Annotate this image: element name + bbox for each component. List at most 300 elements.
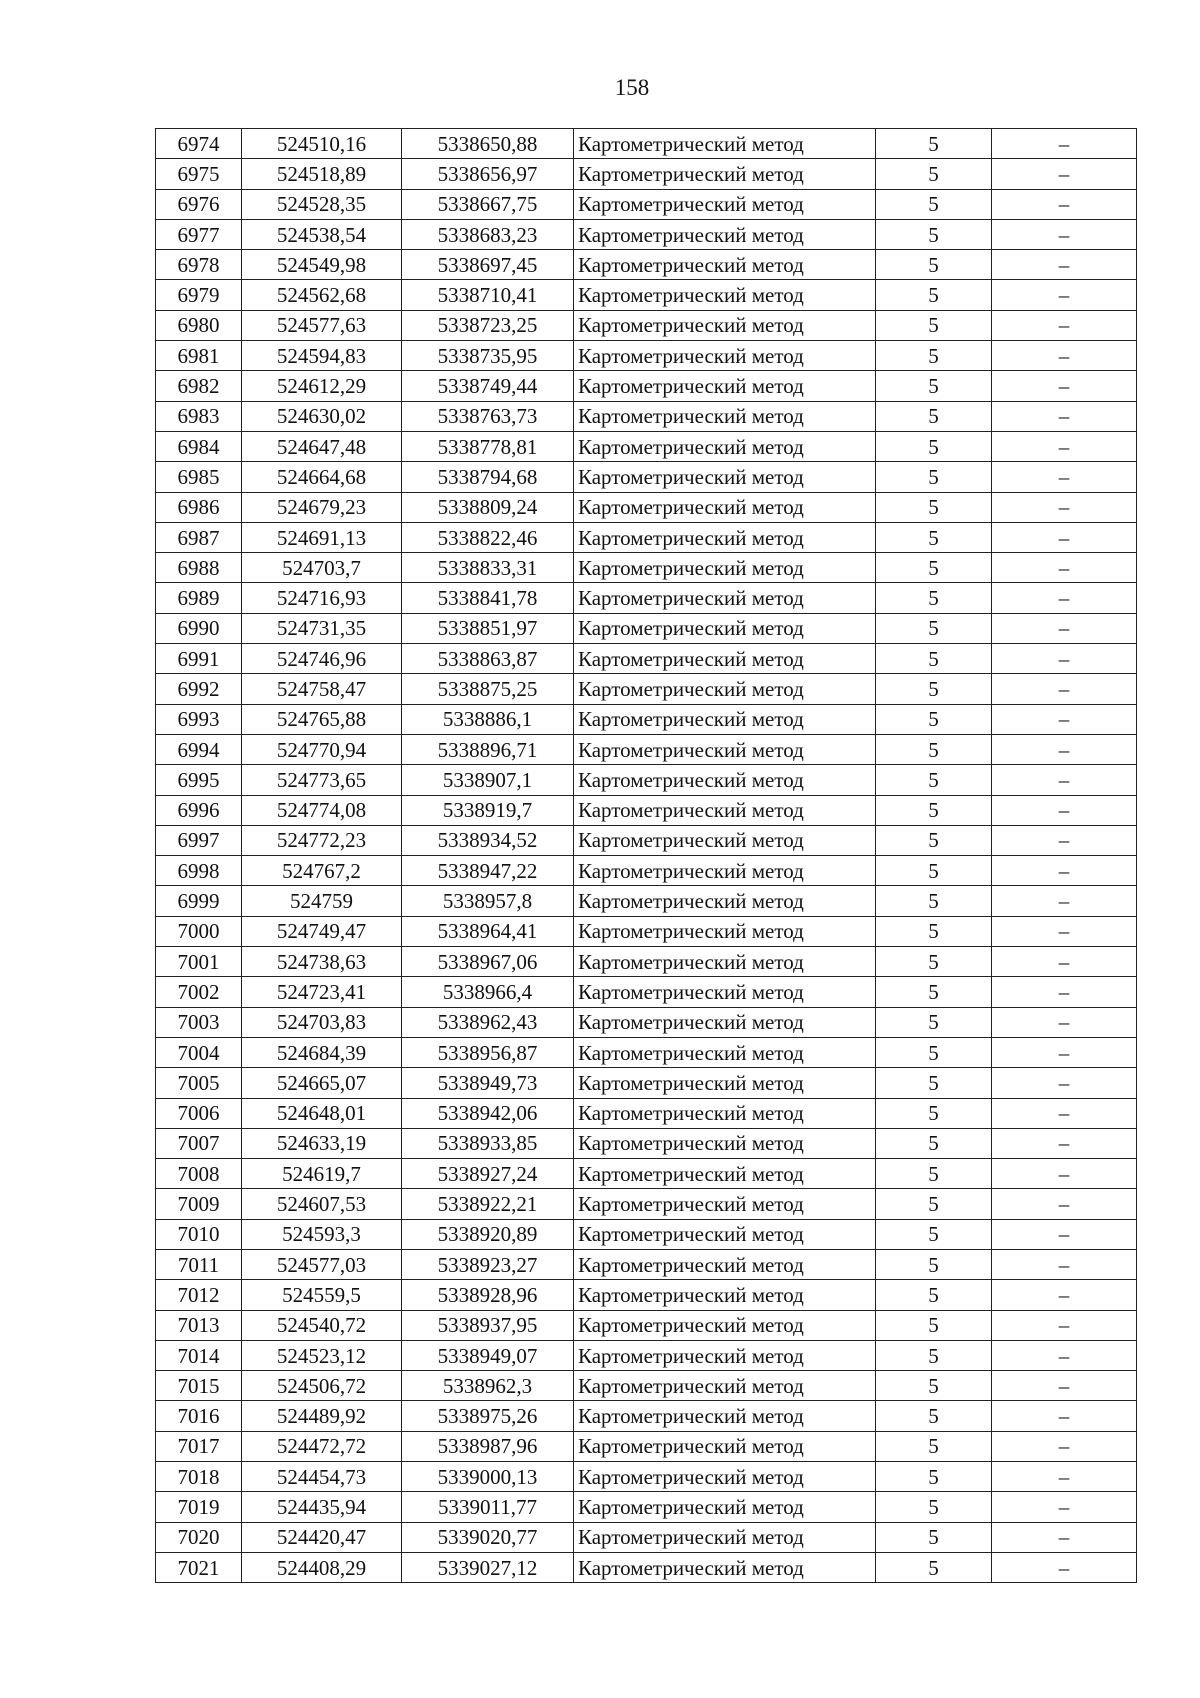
method-cell: Картометрический метод — [574, 795, 876, 825]
method-cell: Картометрический метод — [574, 280, 876, 310]
method-cell: Картометрический метод — [574, 1492, 876, 1522]
page-number: 158 — [614, 75, 650, 100]
x-coordinate-cell: 524772,23 — [242, 825, 402, 855]
x-coordinate-cell: 524472,72 — [242, 1431, 402, 1461]
description-cell: – — [992, 1037, 1137, 1067]
y-coordinate-cell: 5339020,77 — [402, 1522, 574, 1552]
x-coordinate-cell: 524528,35 — [242, 189, 402, 219]
method-cell: Картометрический метод — [574, 583, 876, 613]
x-coordinate-cell: 524703,7 — [242, 553, 402, 583]
y-coordinate-cell: 5338962,43 — [402, 1007, 574, 1037]
description-cell: – — [992, 431, 1137, 461]
point-number-cell: 6982 — [156, 371, 242, 401]
description-cell: – — [992, 1280, 1137, 1310]
method-cell: Картометрический метод — [574, 553, 876, 583]
table-row — [156, 1189, 1137, 1219]
method-cell: Картометрический метод — [574, 977, 876, 1007]
method-cell: Картометрический метод — [574, 734, 876, 764]
method-cell: Картометрический метод — [574, 1159, 876, 1189]
accuracy-cell: 5 — [876, 1522, 992, 1552]
description-cell: – — [992, 129, 1137, 159]
y-coordinate-cell: 5338763,73 — [402, 401, 574, 431]
x-coordinate-cell: 524738,63 — [242, 947, 402, 977]
y-coordinate-cell: 5339000,13 — [402, 1462, 574, 1492]
point-number-cell: 6986 — [156, 492, 242, 522]
point-number-cell: 6992 — [156, 674, 242, 704]
point-number-cell: 6998 — [156, 856, 242, 886]
method-cell: Картометрический метод — [574, 1128, 876, 1158]
point-number-cell: 6984 — [156, 431, 242, 461]
point-number-cell: 6976 — [156, 189, 242, 219]
accuracy-cell: 5 — [876, 1280, 992, 1310]
x-coordinate-cell: 524540,72 — [242, 1310, 402, 1340]
x-coordinate-cell: 524647,48 — [242, 431, 402, 461]
accuracy-cell: 5 — [876, 431, 992, 461]
table-row — [156, 1128, 1137, 1158]
method-cell: Картометрический метод — [574, 431, 876, 461]
y-coordinate-cell: 5338778,81 — [402, 431, 574, 461]
accuracy-cell: 5 — [876, 310, 992, 340]
point-number-cell: 7000 — [156, 916, 242, 946]
accuracy-cell: 5 — [876, 189, 992, 219]
accuracy-cell: 5 — [876, 1098, 992, 1128]
x-coordinate-cell: 524759 — [242, 886, 402, 916]
method-cell: Картометрический метод — [574, 219, 876, 249]
point-number-cell: 6997 — [156, 825, 242, 855]
accuracy-cell: 5 — [876, 401, 992, 431]
x-coordinate-cell: 524770,94 — [242, 734, 402, 764]
description-cell: – — [992, 401, 1137, 431]
table-row — [156, 644, 1137, 674]
accuracy-cell: 5 — [876, 250, 992, 280]
point-number-cell: 7015 — [156, 1371, 242, 1401]
y-coordinate-cell: 5338949,73 — [402, 1068, 574, 1098]
accuracy-cell: 5 — [876, 1310, 992, 1340]
accuracy-cell: 5 — [876, 795, 992, 825]
description-cell: – — [992, 1068, 1137, 1098]
x-coordinate-cell: 524664,68 — [242, 462, 402, 492]
x-coordinate-cell: 524619,7 — [242, 1159, 402, 1189]
y-coordinate-cell: 5338841,78 — [402, 583, 574, 613]
point-number-cell: 6985 — [156, 462, 242, 492]
method-cell: Картометрический метод — [574, 1280, 876, 1310]
table-row — [156, 1280, 1137, 1310]
point-number-cell: 6988 — [156, 553, 242, 583]
point-number-cell: 7007 — [156, 1128, 242, 1158]
y-coordinate-cell: 5338683,23 — [402, 219, 574, 249]
method-cell: Картометрический метод — [574, 462, 876, 492]
description-cell: – — [992, 1249, 1137, 1279]
method-cell: Картометрический метод — [574, 250, 876, 280]
description-cell: – — [992, 1219, 1137, 1249]
x-coordinate-cell: 524538,54 — [242, 219, 402, 249]
point-number-cell: 7005 — [156, 1068, 242, 1098]
x-coordinate-cell: 524549,98 — [242, 250, 402, 280]
table-row — [156, 492, 1137, 522]
table-row — [156, 1462, 1137, 1492]
y-coordinate-cell: 5338907,1 — [402, 765, 574, 795]
method-cell: Картометрический метод — [574, 704, 876, 734]
method-cell: Картометрический метод — [574, 674, 876, 704]
y-coordinate-cell: 5338863,87 — [402, 644, 574, 674]
method-cell: Картометрический метод — [574, 825, 876, 855]
table-row — [156, 583, 1137, 613]
method-cell: Картометрический метод — [574, 189, 876, 219]
method-cell: Картометрический метод — [574, 1371, 876, 1401]
point-number-cell: 6975 — [156, 159, 242, 189]
accuracy-cell: 5 — [876, 734, 992, 764]
table-row — [156, 129, 1137, 159]
table-row — [156, 825, 1137, 855]
method-cell: Картометрический метод — [574, 1340, 876, 1370]
accuracy-cell: 5 — [876, 522, 992, 552]
description-cell: – — [992, 1552, 1137, 1582]
accuracy-cell: 5 — [876, 1340, 992, 1370]
coordinates-table — [155, 128, 1137, 1583]
y-coordinate-cell: 5338822,46 — [402, 522, 574, 552]
accuracy-cell: 5 — [876, 1249, 992, 1279]
accuracy-cell: 5 — [876, 1371, 992, 1401]
x-coordinate-cell: 524612,29 — [242, 371, 402, 401]
y-coordinate-cell: 5338710,41 — [402, 280, 574, 310]
point-number-cell: 7018 — [156, 1462, 242, 1492]
description-cell: – — [992, 734, 1137, 764]
table-row — [156, 401, 1137, 431]
method-cell: Картометрический метод — [574, 522, 876, 552]
point-number-cell: 7016 — [156, 1401, 242, 1431]
point-number-cell: 6999 — [156, 886, 242, 916]
method-cell: Картометрический метод — [574, 159, 876, 189]
y-coordinate-cell: 5338735,95 — [402, 341, 574, 371]
accuracy-cell: 5 — [876, 1037, 992, 1067]
description-cell: – — [992, 856, 1137, 886]
y-coordinate-cell: 5339027,12 — [402, 1552, 574, 1582]
description-cell: – — [992, 886, 1137, 916]
accuracy-cell: 5 — [876, 947, 992, 977]
description-cell: – — [992, 553, 1137, 583]
description-cell: – — [992, 1522, 1137, 1552]
x-coordinate-cell: 524684,39 — [242, 1037, 402, 1067]
description-cell: – — [992, 189, 1137, 219]
y-coordinate-cell: 5338942,06 — [402, 1098, 574, 1128]
y-coordinate-cell: 5338947,22 — [402, 856, 574, 886]
accuracy-cell: 5 — [876, 1128, 992, 1158]
point-number-cell: 7011 — [156, 1249, 242, 1279]
table-row — [156, 1310, 1137, 1340]
point-number-cell: 7010 — [156, 1219, 242, 1249]
table-row — [156, 1522, 1137, 1552]
method-cell: Картометрический метод — [574, 310, 876, 340]
point-number-cell: 7006 — [156, 1098, 242, 1128]
x-coordinate-cell: 524562,68 — [242, 280, 402, 310]
description-cell: – — [992, 1098, 1137, 1128]
y-coordinate-cell: 5338851,97 — [402, 613, 574, 643]
accuracy-cell: 5 — [876, 644, 992, 674]
table-row — [156, 1007, 1137, 1037]
table-row — [156, 310, 1137, 340]
point-number-cell: 6995 — [156, 765, 242, 795]
description-cell: – — [992, 1340, 1137, 1370]
x-coordinate-cell: 524594,83 — [242, 341, 402, 371]
description-cell: – — [992, 644, 1137, 674]
table-row — [156, 977, 1137, 1007]
table-row — [156, 1249, 1137, 1279]
method-cell: Картометрический метод — [574, 1522, 876, 1552]
description-cell: – — [992, 947, 1137, 977]
method-cell: Картометрический метод — [574, 1552, 876, 1582]
x-coordinate-cell: 524679,23 — [242, 492, 402, 522]
x-coordinate-cell: 524723,41 — [242, 977, 402, 1007]
x-coordinate-cell: 524506,72 — [242, 1371, 402, 1401]
table-row — [156, 1371, 1137, 1401]
table-row — [156, 553, 1137, 583]
accuracy-cell: 5 — [876, 492, 992, 522]
description-cell: – — [992, 613, 1137, 643]
table-row — [156, 1159, 1137, 1189]
accuracy-cell: 5 — [876, 1552, 992, 1582]
x-coordinate-cell: 524648,01 — [242, 1098, 402, 1128]
table-row — [156, 219, 1137, 249]
x-coordinate-cell: 524665,07 — [242, 1068, 402, 1098]
method-cell: Картометрический метод — [574, 856, 876, 886]
point-number-cell: 6993 — [156, 704, 242, 734]
accuracy-cell: 5 — [876, 1007, 992, 1037]
y-coordinate-cell: 5338987,96 — [402, 1431, 574, 1461]
description-cell: – — [992, 1159, 1137, 1189]
y-coordinate-cell: 5338928,96 — [402, 1280, 574, 1310]
accuracy-cell: 5 — [876, 613, 992, 643]
table-row — [156, 189, 1137, 219]
description-cell: – — [992, 1431, 1137, 1461]
y-coordinate-cell: 5338896,71 — [402, 734, 574, 764]
table-row — [156, 734, 1137, 764]
accuracy-cell: 5 — [876, 371, 992, 401]
description-cell: – — [992, 250, 1137, 280]
point-number-cell: 6980 — [156, 310, 242, 340]
table-row — [156, 1340, 1137, 1370]
x-coordinate-cell: 524703,83 — [242, 1007, 402, 1037]
y-coordinate-cell: 5338975,26 — [402, 1401, 574, 1431]
table-row — [156, 1098, 1137, 1128]
point-number-cell: 7013 — [156, 1310, 242, 1340]
method-cell: Картометрический метод — [574, 129, 876, 159]
accuracy-cell: 5 — [876, 159, 992, 189]
y-coordinate-cell: 5338927,24 — [402, 1159, 574, 1189]
y-coordinate-cell: 5338937,95 — [402, 1310, 574, 1340]
y-coordinate-cell: 5338934,52 — [402, 825, 574, 855]
x-coordinate-cell: 524633,19 — [242, 1128, 402, 1158]
x-coordinate-cell: 524523,12 — [242, 1340, 402, 1370]
accuracy-cell: 5 — [876, 916, 992, 946]
description-cell: – — [992, 825, 1137, 855]
point-number-cell: 6981 — [156, 341, 242, 371]
y-coordinate-cell: 5338697,45 — [402, 250, 574, 280]
description-cell: – — [992, 159, 1137, 189]
table-row — [156, 1068, 1137, 1098]
x-coordinate-cell: 524518,89 — [242, 159, 402, 189]
accuracy-cell: 5 — [876, 1401, 992, 1431]
point-number-cell: 6989 — [156, 583, 242, 613]
x-coordinate-cell: 524731,35 — [242, 613, 402, 643]
method-cell: Картометрический метод — [574, 1310, 876, 1340]
y-coordinate-cell: 5339011,77 — [402, 1492, 574, 1522]
table-row — [156, 613, 1137, 643]
y-coordinate-cell: 5338920,89 — [402, 1219, 574, 1249]
x-coordinate-cell: 524577,63 — [242, 310, 402, 340]
method-cell: Картометрический метод — [574, 1189, 876, 1219]
point-number-cell: 7002 — [156, 977, 242, 1007]
x-coordinate-cell: 524765,88 — [242, 704, 402, 734]
y-coordinate-cell: 5338809,24 — [402, 492, 574, 522]
point-number-cell: 7021 — [156, 1552, 242, 1582]
table-row — [156, 1401, 1137, 1431]
description-cell: – — [992, 977, 1137, 1007]
y-coordinate-cell: 5338833,31 — [402, 553, 574, 583]
accuracy-cell: 5 — [876, 219, 992, 249]
accuracy-cell: 5 — [876, 704, 992, 734]
table-row — [156, 250, 1137, 280]
x-coordinate-cell: 524489,92 — [242, 1401, 402, 1431]
accuracy-cell: 5 — [876, 1159, 992, 1189]
point-number-cell: 6990 — [156, 613, 242, 643]
method-cell: Картометрический метод — [574, 613, 876, 643]
description-cell: – — [992, 1401, 1137, 1431]
description-cell: – — [992, 280, 1137, 310]
point-number-cell: 7008 — [156, 1159, 242, 1189]
x-coordinate-cell: 524559,5 — [242, 1280, 402, 1310]
accuracy-cell: 5 — [876, 886, 992, 916]
table-row — [156, 159, 1137, 189]
x-coordinate-cell: 524773,65 — [242, 765, 402, 795]
description-cell: – — [992, 1310, 1137, 1340]
accuracy-cell: 5 — [876, 1492, 992, 1522]
table-row — [156, 704, 1137, 734]
method-cell: Картометрический метод — [574, 1098, 876, 1128]
accuracy-cell: 5 — [876, 462, 992, 492]
x-coordinate-cell: 524593,3 — [242, 1219, 402, 1249]
method-cell: Картометрический метод — [574, 1068, 876, 1098]
accuracy-cell: 5 — [876, 341, 992, 371]
method-cell: Картометрический метод — [574, 1037, 876, 1067]
y-coordinate-cell: 5338749,44 — [402, 371, 574, 401]
y-coordinate-cell: 5338966,4 — [402, 977, 574, 1007]
description-cell: – — [992, 371, 1137, 401]
y-coordinate-cell: 5338667,75 — [402, 189, 574, 219]
method-cell: Картометрический метод — [574, 341, 876, 371]
table-row — [156, 1219, 1137, 1249]
description-cell: – — [992, 341, 1137, 371]
accuracy-cell: 5 — [876, 825, 992, 855]
x-coordinate-cell: 524408,29 — [242, 1552, 402, 1582]
coordinates-table-body — [156, 129, 1137, 1583]
y-coordinate-cell: 5338967,06 — [402, 947, 574, 977]
x-coordinate-cell: 524435,94 — [242, 1492, 402, 1522]
accuracy-cell: 5 — [876, 280, 992, 310]
description-cell: – — [992, 795, 1137, 825]
description-cell: – — [992, 1371, 1137, 1401]
point-number-cell: 6977 — [156, 219, 242, 249]
y-coordinate-cell: 5338957,8 — [402, 886, 574, 916]
point-number-cell: 7003 — [156, 1007, 242, 1037]
y-coordinate-cell: 5338875,25 — [402, 674, 574, 704]
x-coordinate-cell: 524716,93 — [242, 583, 402, 613]
table-row — [156, 765, 1137, 795]
accuracy-cell: 5 — [876, 674, 992, 704]
point-number-cell: 7020 — [156, 1522, 242, 1552]
x-coordinate-cell: 524510,16 — [242, 129, 402, 159]
point-number-cell: 7019 — [156, 1492, 242, 1522]
x-coordinate-cell: 524454,73 — [242, 1462, 402, 1492]
x-coordinate-cell: 524607,53 — [242, 1189, 402, 1219]
method-cell: Картометрический метод — [574, 1219, 876, 1249]
method-cell: Картометрический метод — [574, 644, 876, 674]
point-number-cell: 6983 — [156, 401, 242, 431]
point-number-cell: 7004 — [156, 1037, 242, 1067]
point-number-cell: 7014 — [156, 1340, 242, 1370]
method-cell: Картометрический метод — [574, 886, 876, 916]
description-cell: – — [992, 462, 1137, 492]
x-coordinate-cell: 524577,03 — [242, 1249, 402, 1279]
y-coordinate-cell: 5338933,85 — [402, 1128, 574, 1158]
method-cell: Картометрический метод — [574, 401, 876, 431]
y-coordinate-cell: 5338923,27 — [402, 1249, 574, 1279]
method-cell: Картометрический метод — [574, 1401, 876, 1431]
table-row — [156, 674, 1137, 704]
description-cell: – — [992, 522, 1137, 552]
table-row — [156, 916, 1137, 946]
description-cell: – — [992, 765, 1137, 795]
method-cell: Картометрический метод — [574, 371, 876, 401]
point-number-cell: 6974 — [156, 129, 242, 159]
method-cell: Картометрический метод — [574, 1249, 876, 1279]
table-row — [156, 856, 1137, 886]
x-coordinate-cell: 524746,96 — [242, 644, 402, 674]
description-cell: – — [992, 1189, 1137, 1219]
accuracy-cell: 5 — [876, 856, 992, 886]
accuracy-cell: 5 — [876, 1068, 992, 1098]
x-coordinate-cell: 524758,47 — [242, 674, 402, 704]
y-coordinate-cell: 5338964,41 — [402, 916, 574, 946]
x-coordinate-cell: 524691,13 — [242, 522, 402, 552]
method-cell: Картометрический метод — [574, 765, 876, 795]
description-cell: – — [992, 674, 1137, 704]
table-row — [156, 947, 1137, 977]
y-coordinate-cell: 5338922,21 — [402, 1189, 574, 1219]
point-number-cell: 6979 — [156, 280, 242, 310]
table-row — [156, 280, 1137, 310]
description-cell: – — [992, 492, 1137, 522]
description-cell: – — [992, 1128, 1137, 1158]
point-number-cell: 6987 — [156, 522, 242, 552]
y-coordinate-cell: 5338656,97 — [402, 159, 574, 189]
method-cell: Картометрический метод — [574, 916, 876, 946]
accuracy-cell: 5 — [876, 977, 992, 1007]
table-row — [156, 1492, 1137, 1522]
accuracy-cell: 5 — [876, 1431, 992, 1461]
x-coordinate-cell: 524630,02 — [242, 401, 402, 431]
method-cell: Картометрический метод — [574, 1462, 876, 1492]
point-number-cell: 6996 — [156, 795, 242, 825]
y-coordinate-cell: 5338962,3 — [402, 1371, 574, 1401]
x-coordinate-cell: 524749,47 — [242, 916, 402, 946]
point-number-cell: 7012 — [156, 1280, 242, 1310]
x-coordinate-cell: 524420,47 — [242, 1522, 402, 1552]
accuracy-cell: 5 — [876, 1219, 992, 1249]
point-number-cell: 7017 — [156, 1431, 242, 1461]
y-coordinate-cell: 5338886,1 — [402, 704, 574, 734]
table-row — [156, 795, 1137, 825]
description-cell: – — [992, 1007, 1137, 1037]
